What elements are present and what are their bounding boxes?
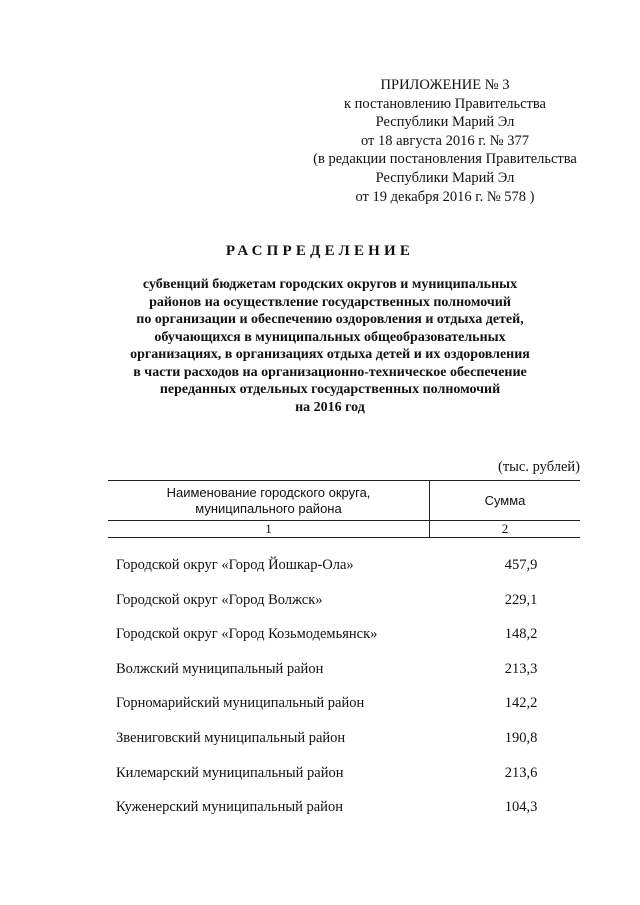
row-value: 142,2: [504, 695, 538, 712]
row-name: Килемарский муниципальный район: [116, 764, 344, 781]
table-row: [116, 592, 580, 627]
table-row: [116, 765, 580, 800]
table-row: [116, 661, 580, 696]
table-header: [108, 480, 580, 538]
appendix-line: к постановлению Правительства: [344, 95, 546, 112]
column-number-2: 2: [501, 521, 509, 536]
subtitle-line: организациях, в организациях отдыха детей и их оздоровления: [130, 347, 530, 362]
column-number-row: [108, 520, 580, 537]
row-name: Городской округ «Город Йошкар-Ола»: [116, 557, 354, 573]
column-header-name-line: муниципального района: [195, 501, 342, 516]
row-name: Горномарийский муниципальный район: [116, 695, 365, 712]
document-subtitle: [80, 276, 580, 416]
table-row: [116, 799, 580, 834]
column-number-1: 1: [108, 521, 430, 537]
row-value: 229,1: [504, 591, 538, 608]
column-header-name-line: Наименование городского округа,: [166, 485, 371, 500]
row-name: Куженерский муниципальный район: [116, 799, 343, 816]
row-value: 190,8: [504, 729, 538, 746]
appendix-block: [300, 76, 590, 206]
row-name: Городской округ «Город Волжск»: [116, 591, 323, 608]
document-title: РАСПРЕДЕЛЕНИЕ: [225, 243, 415, 259]
units-label: (тыс. рублей): [498, 459, 580, 475]
table-row: [116, 626, 580, 661]
column-header-sum: Сумма: [484, 493, 526, 508]
subtitle-line: в части расходов на организационно-техническое обеспечение: [133, 364, 527, 380]
appendix-line: Республики Марий Эл: [375, 114, 515, 131]
appendix-line: от 18 августа 2016 г. № 377: [360, 132, 530, 149]
row-value: 213,3: [504, 660, 538, 677]
subtitle-line: по организации и обеспечению оздоровления и отдыха детей,: [136, 312, 524, 327]
row-name: Волжский муниципальный район: [116, 660, 324, 677]
row-value: 148,2: [504, 626, 538, 643]
table-row: [116, 557, 580, 592]
subtitle-line: субвенций бюджетам городских округов и муниципальных: [142, 277, 518, 292]
row-value: 104,3: [504, 799, 538, 816]
row-value: 213,6: [504, 764, 538, 781]
subtitle-line: обучающихся в муниципальных общеобразовательных: [154, 329, 506, 345]
column-header-name: [108, 481, 430, 520]
row-name: Городской округ «Город Козьмодемьянск»: [116, 626, 378, 643]
table-body: [116, 557, 580, 834]
table-row: [116, 730, 580, 765]
subtitle-line: переданных отдельных государственных полномочий: [159, 382, 501, 397]
appendix-line: от 19 декабря 2016 г. № 578 ): [355, 188, 535, 205]
table-header-row: [108, 481, 580, 520]
appendix-line: ПРИЛОЖЕНИЕ № 3: [380, 77, 510, 93]
row-name: Звениговский муниципальный район: [116, 729, 346, 746]
row-value: 457,9: [504, 557, 538, 573]
table-row: [116, 695, 580, 730]
appendix-line: (в редакции постановления Правительства: [313, 151, 577, 168]
appendix-line: Республики Марий Эл: [375, 169, 515, 186]
subtitle-line: районов на осуществление государственных полномочий: [149, 294, 511, 310]
subtitle-line: на 2016 год: [295, 399, 365, 415]
